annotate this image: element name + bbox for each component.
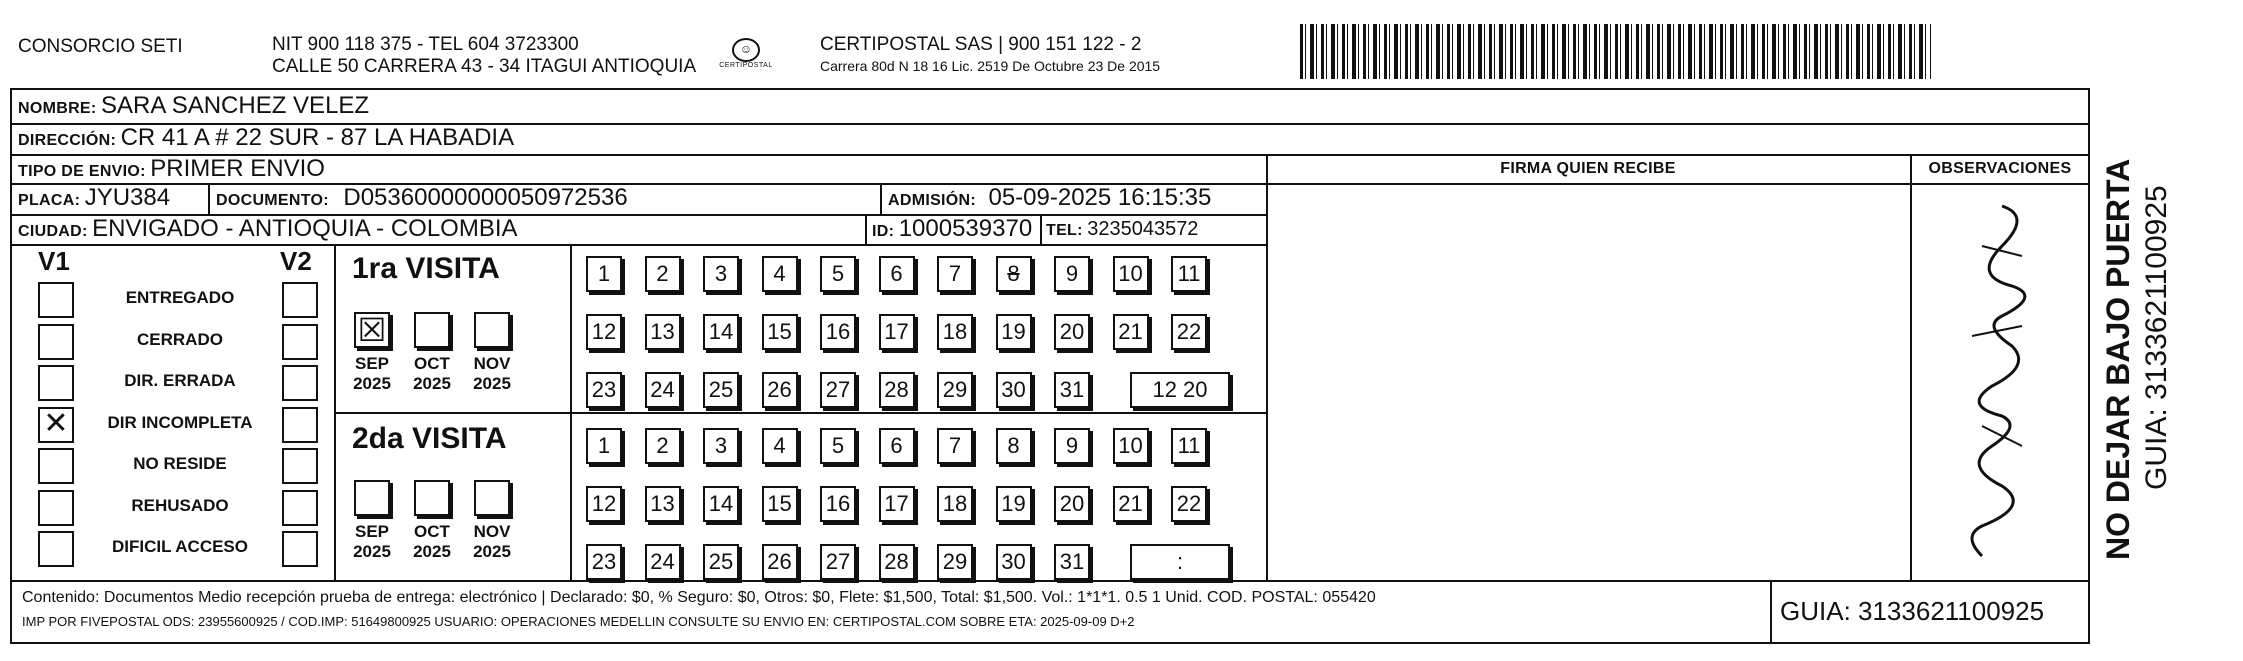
v1-checkbox[interactable] (38, 531, 74, 567)
v1-checkbox[interactable] (38, 324, 74, 360)
v2-checkbox[interactable] (282, 448, 318, 484)
day-box[interactable]: 22 (1171, 486, 1207, 522)
day-box[interactable]: 11 (1171, 428, 1207, 464)
day-box[interactable]: 18 (937, 486, 973, 522)
footer-line1: Contenido: Documentos Medio recepción prueba de entrega: electrónico | Declarado: $0, % Seguro: $0, Otros: $0, Flete: $1,500, Total: $1,500. Vol.: 1*1*1. 0.5 1 Unid. COD. POSTAL: 055420 (22, 589, 1376, 606)
observaciones-header: OBSERVACIONES (1928, 160, 2072, 177)
day-box[interactable]: 8 (996, 428, 1032, 464)
barcode (1300, 24, 1931, 79)
day-box[interactable]: 3 (703, 428, 739, 464)
day-box[interactable]: 23 (586, 544, 622, 580)
month-label: SEP 2025 (353, 354, 391, 393)
day-box[interactable]: 13 (645, 486, 681, 522)
day-box[interactable]: 25 (703, 544, 739, 580)
time-box[interactable]: : (1130, 544, 1230, 580)
reason-label: CERRADO (137, 329, 223, 349)
v2-checkbox[interactable] (282, 531, 318, 567)
reason-label: DIFICIL ACCESO (111, 537, 248, 556)
second-visit-title: 2da VISITA (352, 422, 507, 455)
id-value: 1000539370 (898, 215, 1033, 242)
day-box[interactable]: 7 (937, 428, 973, 464)
nombre-field: NOMBRE: SARA SANCHEZ VELEZ (18, 92, 370, 119)
day-box[interactable]: 26 (762, 544, 798, 580)
certipostal-line: CERTIPOSTAL SAS | 900 151 122 - 2 (820, 34, 1142, 55)
reason-label: REHUSADO (131, 495, 229, 515)
day-box[interactable]: 5 (820, 428, 856, 464)
certipostal-logo: ☺ CERTIPOSTAL (716, 38, 776, 69)
direccion-value: CR 41 A # 22 SUR - 87 LA HABADIA (120, 124, 515, 151)
v1-checkbox[interactable] (38, 365, 74, 401)
day-box[interactable]: 16 (820, 486, 856, 522)
month-label: OCT 2025 (413, 354, 451, 393)
day-box[interactable]: 2 (645, 428, 681, 464)
month-checkbox[interactable] (474, 312, 510, 348)
day-box[interactable]: 26 (762, 372, 798, 408)
v2-checkbox[interactable] (282, 282, 318, 318)
day-box[interactable]: 7 (937, 256, 973, 292)
nombre-value: SARA SANCHEZ VELEZ (101, 92, 370, 119)
day-box[interactable]: 19 (996, 314, 1032, 350)
day-box[interactable]: 12 (586, 486, 622, 522)
v1-checkbox[interactable] (38, 282, 74, 318)
v2-checkbox[interactable] (282, 324, 318, 360)
month-label: OCT 2025 (413, 522, 451, 561)
day-box[interactable]: 22 (1171, 314, 1207, 350)
month-checkbox[interactable] (354, 480, 390, 516)
license-line: Carrera 80d N 18 16 Lic. 2519 De Octubre 23 De 2015 (820, 58, 1161, 74)
day-box[interactable]: 27 (820, 372, 856, 408)
v2-checkbox[interactable] (282, 490, 318, 526)
address-line: CALLE 50 CARRERA 43 - 34 ITAGUI ANTIOQUIA (272, 56, 697, 77)
tel-value: 3235043572 (1087, 218, 1199, 240)
day-box[interactable]: 9 (1054, 256, 1090, 292)
placa-field: PLACA: JYU384 (18, 184, 171, 211)
admision-value: 05-09-2025 16:15:35 (988, 184, 1212, 211)
signature (1912, 186, 2088, 578)
day-box[interactable]: 6 (879, 428, 915, 464)
firma-header: FIRMA QUIEN RECIBE (1500, 160, 1676, 177)
day-box[interactable]: 4 (762, 256, 798, 292)
v2-checkbox[interactable] (282, 407, 318, 443)
side-guia: GUIA: 3133621100925 (2140, 185, 2173, 490)
day-box[interactable]: 19 (996, 486, 1032, 522)
day-box[interactable]: 17 (879, 314, 915, 350)
day-box[interactable]: 4 (762, 428, 798, 464)
day-box[interactable]: 14 (703, 314, 739, 350)
month-checkbox[interactable] (414, 480, 450, 516)
placa-value: JYU384 (84, 184, 171, 211)
day-box[interactable]: 18 (937, 314, 973, 350)
documento-value: D05360000000050972536 (343, 184, 628, 211)
tel-field: TEL: 3235043572 (1046, 218, 1199, 240)
v1-label: V1 (38, 246, 70, 276)
month-checkbox[interactable]: ☒ (354, 312, 390, 348)
v1-checkbox[interactable] (38, 490, 74, 526)
day-box[interactable]: 20 (1054, 486, 1090, 522)
day-box[interactable]: 17 (879, 486, 915, 522)
day-box[interactable]: 24 (645, 544, 681, 580)
day-box[interactable]: 5 (820, 256, 856, 292)
first-visit-title: 1ra VISITA (352, 252, 500, 285)
day-box[interactable]: 11 (1171, 256, 1207, 292)
day-box[interactable]: 24 (645, 372, 681, 408)
v1-checkbox[interactable]: ✕ (38, 407, 74, 443)
v2-checkbox[interactable] (282, 365, 318, 401)
footer-guia: GUIA: 3133621100925 (1780, 596, 2045, 626)
month-label: SEP 2025 (353, 522, 391, 561)
footer-line2: IMP POR FIVEPOSTAL ODS: 23955600925 / COD.IMP: 51649800925 USUARIO: OPERACIONES MEDELLIN CONSULTE SU ENVIO EN: CERTIPOSTAL.COM SOBRE ETA: 2025-09-09 D+2 (22, 614, 1135, 629)
day-box[interactable]: 30 (996, 372, 1032, 408)
day-box[interactable]: 28 (879, 372, 915, 408)
reason-label: DIR. ERRADA (124, 371, 236, 390)
day-box[interactable]: 29 (937, 544, 973, 580)
day-box[interactable]: 10 (1113, 428, 1149, 464)
day-box[interactable]: 28 (879, 544, 915, 580)
day-box[interactable]: 3 (703, 256, 739, 292)
id-field: ID: 1000539370 (872, 215, 1033, 242)
day-box[interactable]: 13 (645, 314, 681, 350)
month-checkbox[interactable] (474, 480, 510, 516)
tipo-value: PRIMER ENVIO (150, 155, 325, 182)
direccion-field: DIRECCIÓN: CR 41 A # 22 SUR - 87 LA HABADIA (18, 124, 515, 151)
day-box[interactable]: 1 (586, 428, 622, 464)
side-warning: NO DEJAR BAJO PUERTA (2100, 158, 2136, 560)
day-box[interactable]: 29 (937, 372, 973, 408)
day-box[interactable]: 31 (1054, 372, 1090, 408)
day-box[interactable]: 25 (703, 372, 739, 408)
reason-label: DIR INCOMPLETA (107, 412, 253, 432)
documento-field: DOCUMENTO: D05360000000050972536 (216, 184, 628, 211)
time-box[interactable]: 12 20 (1130, 372, 1230, 408)
day-box[interactable]: 15 (762, 486, 798, 522)
reason-label: NO RESIDE (133, 454, 227, 473)
tipo-field: TIPO DE ENVIO: PRIMER ENVIO (18, 155, 325, 182)
month-label: NOV 2025 (473, 354, 511, 393)
admision-field: ADMISIÓN: 05-09-2025 16:15:35 (888, 184, 1212, 211)
day-box[interactable]: 21 (1113, 486, 1149, 522)
day-box[interactable]: 14 (703, 486, 739, 522)
day-box[interactable]: 21 (1113, 314, 1149, 350)
day-box[interactable]: 9 (1054, 428, 1090, 464)
company-name: CONSORCIO SETI (18, 36, 183, 57)
v2-label: V2 (280, 246, 312, 276)
nit-line: NIT 900 118 375 - TEL 604 3723300 (272, 34, 579, 55)
reason-label: ENTREGADO (125, 288, 235, 307)
ciudad-field: CIUDAD: ENVIGADO - ANTIOQUIA - COLOMBIA (18, 215, 518, 242)
day-box[interactable]: 23 (586, 372, 622, 408)
day-box[interactable]: 10 (1113, 256, 1149, 292)
day-box[interactable]: 27 (820, 544, 856, 580)
day-box[interactable]: 6 (879, 256, 915, 292)
day-box[interactable]: 31 (1054, 544, 1090, 580)
day-box[interactable]: 20 (1054, 314, 1090, 350)
day-box[interactable]: 1 (586, 256, 622, 292)
day-box[interactable]: 8 (996, 256, 1032, 292)
day-box[interactable]: 30 (996, 544, 1032, 580)
day-box[interactable]: 12 (586, 314, 622, 350)
month-checkbox[interactable] (414, 312, 450, 348)
month-label: NOV 2025 (473, 522, 511, 561)
ciudad-value: ENVIGADO - ANTIOQUIA - COLOMBIA (92, 215, 518, 242)
v1-checkbox[interactable] (38, 448, 74, 484)
day-box[interactable]: 15 (762, 314, 798, 350)
day-box[interactable]: 2 (645, 256, 681, 292)
day-box[interactable]: 16 (820, 314, 856, 350)
